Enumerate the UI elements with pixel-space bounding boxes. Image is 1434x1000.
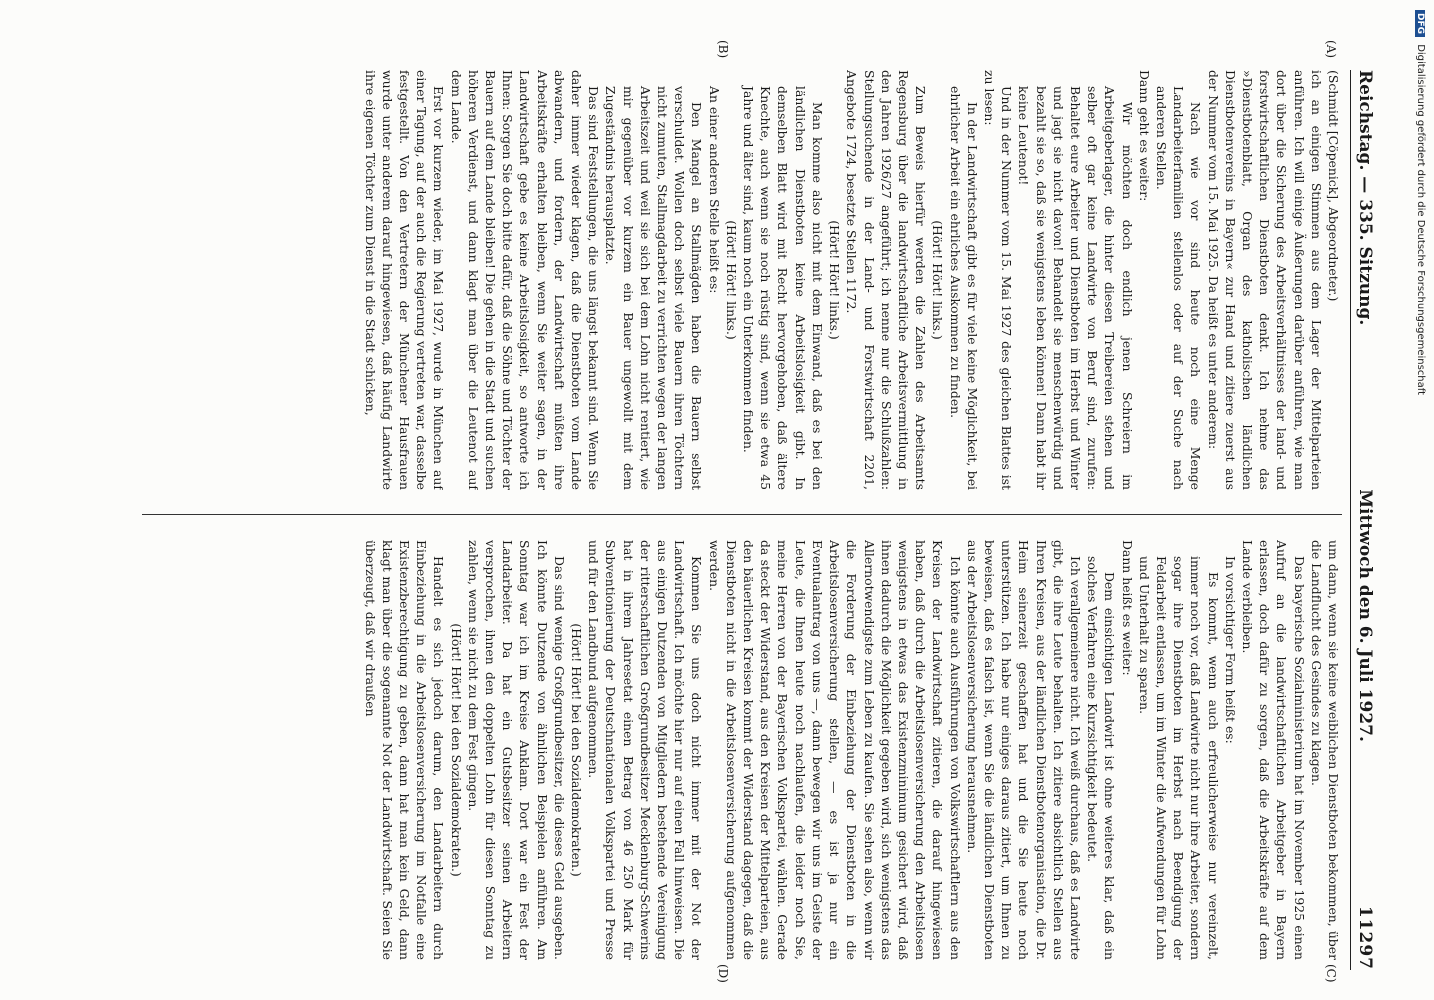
right-column <box>142 540 1342 960</box>
paragraph: ich an einigen Stimmen aus dem Lager der Mittelparteien anführen. Ich will einige Äußerungen darüber anführen, wie man dort über die Sicherung des Arbeitsverhältnisses der land- und forstwirtschaftlichen Dienstboten denkt. Ich nehme das »Dienstbotenblatt, Organ des katholischen ländlichen Dienstbotenvereins in Bayern« zur Hand und zitiere zuerst aus der Nummer vom 15. Mai 1925. Da heißt es unter anderem: <box>1205 70 1324 490</box>
paragraph: Ich verallgemeinere nicht. Ich weiß durchaus, daß es Landwirte gibt, die ihre Leute behalten. Ich zitiere absichtlich Stellen aus Ihren Kreisen, aus der ländlichen Dienstbotenorganisation, die Dr. Heim seinerzeit geschaffen hat und die Sie heute noch unterstützen. Ich habe nur einiges daraus zitiert, um Ihnen zu beweisen, daß es falsch ist, wenn Sie die ländlichen Dienstboten aus der Arbeitslosenversicherung herausnehmen. <box>964 540 1083 960</box>
paragraph: (Schmidt [Cöpenick], Abgeordneter.) <box>1326 70 1341 302</box>
header-date: Mittwoch den 6. Juli 1927. <box>1355 489 1375 742</box>
paragraph: Es kommt, wenn auch erfreulicherweise nur vereinzelt, immer noch vor, daß Landwirte nicht nur ihre Arbeiter, sondern sogar ihre Dienstboten im Herbst nach Beendigung der Feldarbeit entlassen, um im Winter die Aufwendungen für Lohn und Unterhalt zu sparen. <box>1136 556 1221 960</box>
paragraph: Wir möchten doch endlich jenen Schreiern im Arbeitgeberlager, die hinter diesen Treibereien stehen und selber oft gar keine Landwirte von Beruf sind, zurufen: Behaltet eure Arbeiter und Dienstboten im Herbst und Winter und jagt sie nicht davon! Behandelt sie menschenwürdig und bezahlt sie so, daß sie wenigstens leben können! Dann habt ihr keine Leutenot! <box>1016 86 1135 490</box>
paragraph: Dann heißt es weiter: <box>1119 540 1135 676</box>
page-number: 11297 <box>1355 905 1375 970</box>
interjection: (Hört! Hört! links.) <box>930 220 946 340</box>
column-divider <box>142 514 1342 515</box>
paragraph: Ich könnte auch Ausführungen von Volkswirtschaftlern aus den Kreisen der Landwirtschaft zitieren, die darauf hingewiesen haben, daß durch die Arbeitslosenversicherung den Arbeitslosen wenigstens in etwas das Existenzminimum gesichert wird, daß ihnen dadurch die Möglichkeit gegeben wird, sich wenigstens das Allernotwendigste zum Leben zu kaufen. Sie sehen also, wenn wir die Forderung der Einbeziehung der Dienstboten in die Arbeitslosenversicherung stellen, — es ist ja nur ein Eventualantrag von uns —, dann bewegen wir uns im Geiste der Leute, die Ihnen heute noch nachlaufen, die leider noch Sie, meine Herren von der Bayerischen Volkspartei, wählen. Gerade da steckt der Widerstand, aus den Kreisen der Mittelparteien, aus den bäuerlichen Kreisen kommt der Widerstand dagegen, daß die Dienstboten nicht in die Arbeitslosenversicherung aufgenommen werden. <box>706 540 963 960</box>
page-header <box>1350 70 1390 970</box>
interjection: (Hört! Hört! bei den Sozialdemokraten.) <box>569 623 585 877</box>
paragraph: Kommen Sie uns doch nicht immer mit der Not der Landwirtschaft. Ich möchte hier nur auf einen Fall hinweisen. Die aus einigen Dutzenden von Mitgliedern bestehende Vereinigung der ritterschaftlichen Großgrundbesitzer Mecklenburg-Schwerins hat in ihrem Jahresetat einen Betrag von 46 250 Mark für Subventionierung der Deutschnationalen Volkspartei und Presse und für den Landbund aufgenommen. <box>586 540 705 960</box>
paragraph: Dem einsichtigen Landwirt ist ohne weiteres klar, daß ein solches Verfahren eine Kurzsichtigkeit bedeutet. <box>1085 556 1118 960</box>
paragraph: Und in der Nummer vom 15. Mai 1927 des gleichen Blattes ist zu lesen: <box>981 70 1015 490</box>
newspaper-page <box>100 40 1390 983</box>
paragraph: Dann geht es weiter: <box>1136 70 1152 202</box>
dfg-attribution-text: Digitalisierung gefördert durch die Deutsche Forschungsgemeinschaft <box>1415 44 1426 396</box>
paragraph: Man komme also nicht mit dem Einwand, daß es bei den ländlichen Dienstboten keine Arbeitslosigkeit gibt. In demselben Blatt wird mit Recht hervorgehoben, daß ältere Knechte, auch wenn sie noch rüstig sind, wenn sie etwa 45 Jahre und älter sind, kaum noch ein Unterkommen finden. <box>741 86 825 490</box>
paragraph: In der Landwirtschaft gibt es für viele keine Möglichkeit, bei ehrlicher Arbeit ein ehrliches Auskommen zu finden. <box>947 86 980 490</box>
interjection: (Hört! Hört! bei den Sozialdemokraten.) <box>448 623 464 877</box>
interjection: (Hört! Hört! links.) <box>723 220 739 340</box>
margin-marker-a: (A) <box>1324 40 1338 59</box>
margin-marker-c: (C) <box>1324 964 1338 983</box>
dfg-attribution <box>1415 10 1426 910</box>
paragraph: Nach wie vor sind heute noch eine Menge Landarbeiterfamilien stellenlos oder auf der Suche nach anderen Stellen. <box>1153 86 1204 490</box>
paragraph: In vorsichtiger Form heißt es: <box>1222 556 1238 744</box>
header-session: Reichstag. — 335. Sitzung. <box>1355 70 1375 326</box>
margin-marker-b: (B) <box>716 40 730 59</box>
interjection: (Hört! Hört! links.) <box>827 220 843 340</box>
paragraph: Das sind wenige Großgrundbesitzer, die dieses Geld ausgeben. Ich könnte Dutzende von ähnlichen Beispielen anführen. Am Sonntag war ich im Kreise Anklam. Dort war ein Fest der Landarbeiter. Da hat ein Gutsbesitzer seinen Arbeitern versprochen, ihnen den doppelten Lohn für diesen Sonntag zu zahlen, wenn sie nicht zu dem Fest gingen. <box>465 540 567 960</box>
paragraph: Das bayerische Sozialministerium hat im November 1925 einen Aufruf an die landwirtschaftlichen Arbeitgeber in Bayern erlassen, doch dafür zu sorgen, daß die Arbeitskräfte auf dem Lande verbleiben. <box>1239 540 1307 960</box>
paragraph: Den Mangel an Stallmägden haben die Bauern selbst verschuldet. Wollen doch selbst viele Bauern ihren Töchtern nicht zumuten, Stallmagdarbeit zu verrichten wegen der langen Arbeitszeit und weil sie sich bei dem Lohn nicht rentiert, wie mir gegenüber vor kurzem ein Bauer ungewollt mit dem Zugeständnis herausplatzte. <box>603 86 705 490</box>
paragraph: um dann, wenn sie keine weiblichen Dienstboten bekommen, über die Landflucht des Gesindes zu klagen. <box>1308 540 1341 960</box>
paragraph: Handelt es sich jedoch darum, den Landarbeitern durch Einbeziehung in die Arbeitslosenversicherung im Notfalle eine Existenzberechtigung zu geben, dann hat man kein Geld, dann klagt man über die sogenannte Not der Landwirtschaft. Seien Sie überzeugt, daß wir draußen <box>362 540 447 960</box>
dfg-logo: DFG <box>1415 10 1425 37</box>
paragraph: An einer anderen Stelle heißt es: <box>706 86 722 294</box>
paragraph: Das sind Feststellungen, die uns längst bekannt sind. Wenn Sie daher immer wieder klagen, daß die Dienstboten vom Lande abwandern, und fordern, der Landwirtschaft müßten ihre Arbeitskräfte erhalten bleiben, wenn Sie weiter sagen, in der Landwirtschaft gebe es keine Arbeitslosigkeit, so antworte ich Ihnen: Sorgen Sie doch bitte dafür, daß die Söhne und Töchter der Bauern auf dem Lande bleiben! Die gehen in die Stadt und suchen höheren Verdienst, und dann klagt man über die Leutenot auf dem Lande. <box>448 70 602 490</box>
left-column <box>142 70 1342 490</box>
paragraph: Erst vor kurzem wieder, im Mai 1927, wurde in München auf einer Tagung, auf der auch die Regierung vertreten war, dasselbe festgestellt. Von den Vertretern der Münchener Hausfrauen wurde unter anderem darauf hingewiesen, daß häufig Landwirte ihre eigenen Töchter zum Dienst in die Stadt schicken, <box>362 70 447 490</box>
margin-marker-d: (D) <box>716 964 730 983</box>
paragraph: Zum Beweis hierfür werden die Zahlen des Arbeitsamts Regensburg über die landwirtschaftliche Arbeitsvermittlung in den Jahren 1926/27 angeführt; ich nenne nur die Schlußzahlen: Stellungsuchende in der Land- und Forstwirtschaft 2201, Angebote 1724, besetzte Stellen 1172. <box>844 70 929 490</box>
